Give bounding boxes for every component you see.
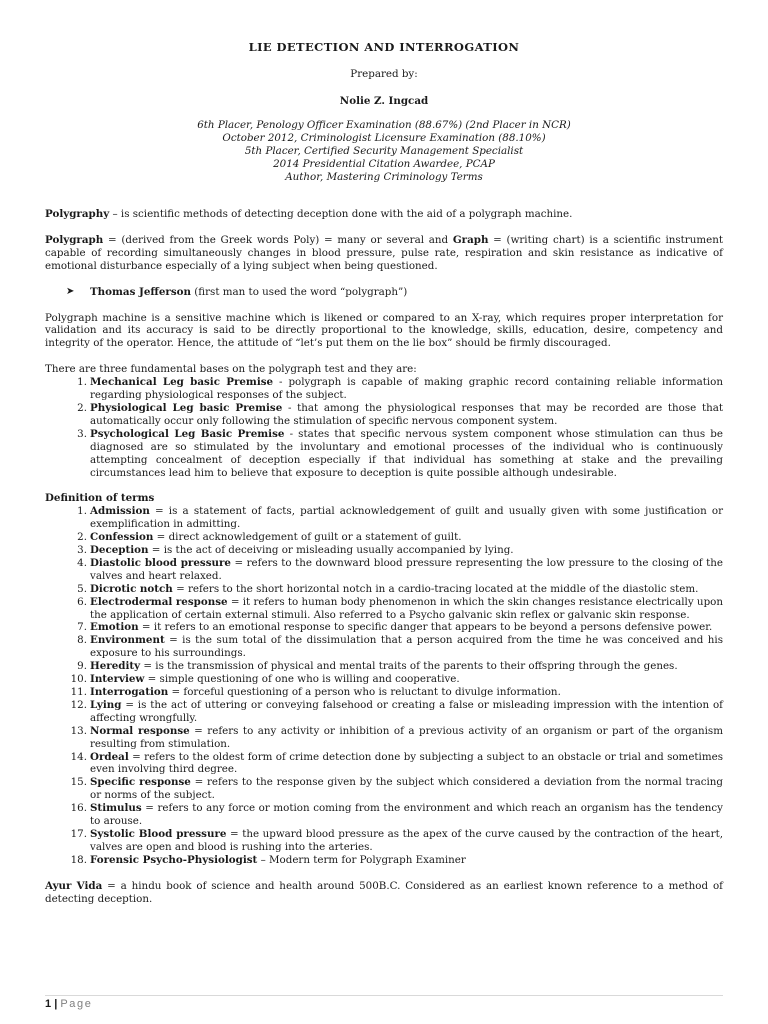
list-number: 12. — [70, 698, 87, 711]
definition-text: = a hindu book of science and health around 500B.C. Considered as an earliest known reference to a method of detecting deception. — [45, 879, 723, 905]
list-term: Ordeal — [90, 750, 129, 763]
list-item — [45, 802, 723, 828]
document-body — [45, 208, 723, 906]
list-term: Stimulus — [90, 802, 142, 815]
list-number: 2. — [77, 401, 87, 414]
list-number: 6. — [77, 595, 87, 608]
list-item — [45, 621, 723, 634]
list-item — [45, 596, 723, 622]
prepared-by-label: Prepared by: — [350, 68, 418, 80]
document-title: LIE DETECTION AND INTERROGATION — [248, 40, 520, 54]
list-term: Dicrotic notch — [90, 582, 173, 595]
list-text: = refers to any force or motion coming from the environment and which reach an organism has the tendency to arouse. — [90, 802, 723, 828]
list-item — [45, 544, 723, 557]
definitions-heading-text: Definition of terms — [45, 492, 155, 505]
list-item — [45, 376, 723, 402]
list-item — [45, 699, 723, 725]
bases-intro: There are three fundamental bases on the polygraph test and they are: — [45, 363, 417, 376]
list-number: 7. — [77, 621, 87, 634]
list-number: 13. — [70, 724, 87, 737]
list-text: = is the act of deceiving or misleading usually accompanied by lying. — [148, 544, 514, 557]
definitions-heading — [45, 492, 723, 505]
credential-line: 5th Placer, Certified Security Management Specialist — [244, 145, 524, 157]
list-text: = the upward blood pressure as the apex of the curve caused by the contraction of the heart, valves are open and blood is rushing into the arteries. — [90, 827, 723, 853]
page-footer — [45, 998, 92, 1010]
list-text: = it refers to human body phenomenon in which the skin changes resistance electrically upon the application of certain external stimuli. Also referred to a Psycho galvanic skin reflex or galvanic skin response. — [90, 595, 723, 621]
definition-text: – is scientific methods of detecting deception done with the aid of a polygraph machine. — [109, 208, 573, 220]
term-graph: Graph — [452, 233, 489, 246]
list-text: = is the transmission of physical and mental traits of the parents to their offspring through the genes. — [140, 660, 678, 673]
closing-paragraph — [45, 880, 723, 906]
list-number: 16. — [70, 802, 87, 815]
list-item — [45, 660, 723, 673]
page-label: Page — [60, 998, 93, 1010]
term-polygraph: Polygraph — [45, 233, 104, 246]
list-term: Heredity — [90, 660, 141, 673]
list-item — [45, 557, 723, 583]
arrow-bullet-icon: ➤ — [66, 285, 75, 297]
credential-line: 2014 Presidential Citation Awardee, PCAP — [273, 158, 495, 170]
list-number: 18. — [70, 853, 87, 866]
list-text: = forceful questioning of a person who is reluctant to divulge information. — [168, 686, 561, 698]
list-term: Psychological Leg Basic Premise — [90, 427, 285, 440]
list-text: = refers to the oldest form of crime detection done by subjecting a subject to an obstacle or trial and sometimes even involving third degree. — [90, 750, 723, 776]
list-number: 10. — [70, 673, 87, 686]
list-item — [45, 673, 723, 686]
list-number: 9. — [77, 660, 87, 673]
definition-text: = (derived from the Greek words Poly) = many or several and — [103, 233, 453, 246]
list-text: - states that specific nervous system component whose stimulation can thus be diagnosed are so stimulated by the involuntary and emotional processes of the individual who is continuously attempting concealment of deception especially if that individual has something at stake and the prevailing circumstances lead him to believe that exposure to deception is quite possible although undesirable. — [90, 427, 723, 479]
term-polygraphy: Polygraphy — [45, 208, 110, 220]
page-number: 1 — [45, 998, 52, 1010]
list-number: 4. — [77, 556, 87, 569]
list-item — [45, 583, 723, 596]
bases-list — [45, 376, 723, 479]
author-name: Nolie Z. Ingcad — [339, 95, 429, 107]
author-credentials — [0, 119, 768, 184]
list-number: 15. — [70, 776, 87, 789]
list-number: 2. — [77, 531, 87, 544]
bullet-item — [45, 286, 723, 299]
list-item — [45, 686, 723, 699]
list-text: = refers to any activity or inhibition of a previous activity of an organism or part of the organism resulting from stimulation. — [90, 724, 723, 750]
list-item — [45, 402, 723, 428]
list-text: = refers to the response given by the subject which considered a deviation from the normal tracing or norms of the subject. — [90, 776, 724, 802]
list-number: 1. — [77, 505, 87, 518]
list-term: Interrogation — [90, 686, 169, 698]
list-item — [45, 828, 723, 854]
list-number: 3. — [77, 427, 87, 440]
list-term: Physiological Leg basic Premise — [90, 401, 283, 414]
list-item — [45, 854, 723, 867]
list-text: - that among the physiological responses that may be recorded are those that automatically occur only following the stimulation of specific nervous component system. — [90, 401, 723, 427]
credential-line: 6th Placer, Penology Officer Examination (88.67%) (2nd Placer in NCR) — [197, 119, 571, 131]
list-number: 5. — [77, 582, 87, 595]
list-term: Systolic Blood pressure — [90, 827, 227, 840]
list-item — [45, 776, 723, 802]
list-term: Diastolic blood pressure — [90, 556, 231, 569]
list-term: Normal response — [90, 724, 190, 737]
list-item — [45, 751, 723, 777]
polygraphy-paragraph — [45, 208, 723, 221]
footer-separator: | — [54, 998, 58, 1010]
list-text: - polygraph is capable of making graphic record containing reliable information regarding physiological responses of the subject. — [90, 376, 723, 402]
list-term: Mechanical Leg basic Premise — [90, 376, 274, 389]
list-term: Forensic Psycho-Physiologist — [90, 853, 258, 866]
term-thomas-jefferson: Thomas Jefferson — [90, 285, 191, 298]
definition-text: = (writing chart) is a scientific instrument capable of recording simultaneously changes in blood pressure, pulse rate, respiration and skin resistance as indicative of emotional disturbance especially of a lying subject when being questioned. — [45, 233, 723, 272]
list-text: = refers to the short horizontal notch in a cardio-tracing located at the middle of the diastolic stem. — [172, 582, 699, 595]
list-term: Admission — [90, 505, 150, 518]
list-text: = is a statement of facts, partial acknowledgement of guilt and usually given with some justification or exemplification in admitting. — [90, 505, 723, 531]
list-text: = refers to the downward blood pressure representing the low pressure to the closing of the valves and heart relaxed. — [90, 556, 723, 582]
list-item — [45, 634, 723, 660]
list-item — [45, 505, 723, 531]
credential-line: Author, Mastering Criminology Terms — [285, 171, 483, 183]
list-number: 8. — [77, 634, 87, 647]
list-item — [45, 725, 723, 751]
list-term: Emotion — [90, 621, 139, 634]
list-text: – Modern term for Polygraph Examiner — [257, 853, 466, 866]
list-number: 1. — [77, 376, 87, 389]
bullet-text: (first man to used the word “polygraph”) — [190, 285, 408, 298]
list-number: 14. — [70, 750, 87, 763]
list-number: 17. — [70, 827, 87, 840]
list-term: Lying — [90, 698, 122, 711]
list-text: = simple questioning of one who is willing and cooperative. — [144, 673, 460, 686]
definitions-list — [45, 505, 723, 866]
list-text: = direct acknowledgement of guilt or a statement of guilt. — [153, 531, 462, 544]
footer-divider — [45, 995, 723, 996]
polygraph-paragraph — [45, 234, 723, 273]
list-number: 11. — [70, 686, 87, 698]
list-term: Electrodermal response — [90, 595, 228, 608]
list-term: Environment — [90, 634, 165, 647]
machine-paragraph: Polygraph machine is a sensitive machine which is likened or compared to an X-ray, which requires proper interpretation for validation and its accuracy is said to be directly proportional to the knowledge, skills, education, desire, competency and integrity of the operator. Hence, the attitude of “let’s put them on the lie box” should be firmly discouraged. — [45, 311, 723, 350]
list-term: Deception — [90, 544, 149, 557]
list-term: Specific response — [90, 776, 191, 789]
list-text: = is the sum total of the dissimulation that a person acquired from the time he was conceived and his exposure to his surroundings. — [90, 634, 723, 660]
list-term: Interview — [90, 673, 145, 686]
list-item — [45, 428, 723, 480]
list-number: 3. — [77, 544, 87, 557]
credential-line: October 2012, Criminologist Licensure Examination (88.10%) — [222, 132, 546, 144]
list-text: = is the act of uttering or conveying falsehood or creating a false or misleading impression with the intention of affecting wrongfully. — [90, 698, 723, 724]
term-ayur-vida: Ayur Vida — [45, 879, 103, 892]
list-text: = it refers to an emotional response to specific danger that appears to be beyond a persons defensive power. — [138, 621, 713, 634]
list-term: Confession — [90, 531, 154, 544]
list-item — [45, 531, 723, 544]
